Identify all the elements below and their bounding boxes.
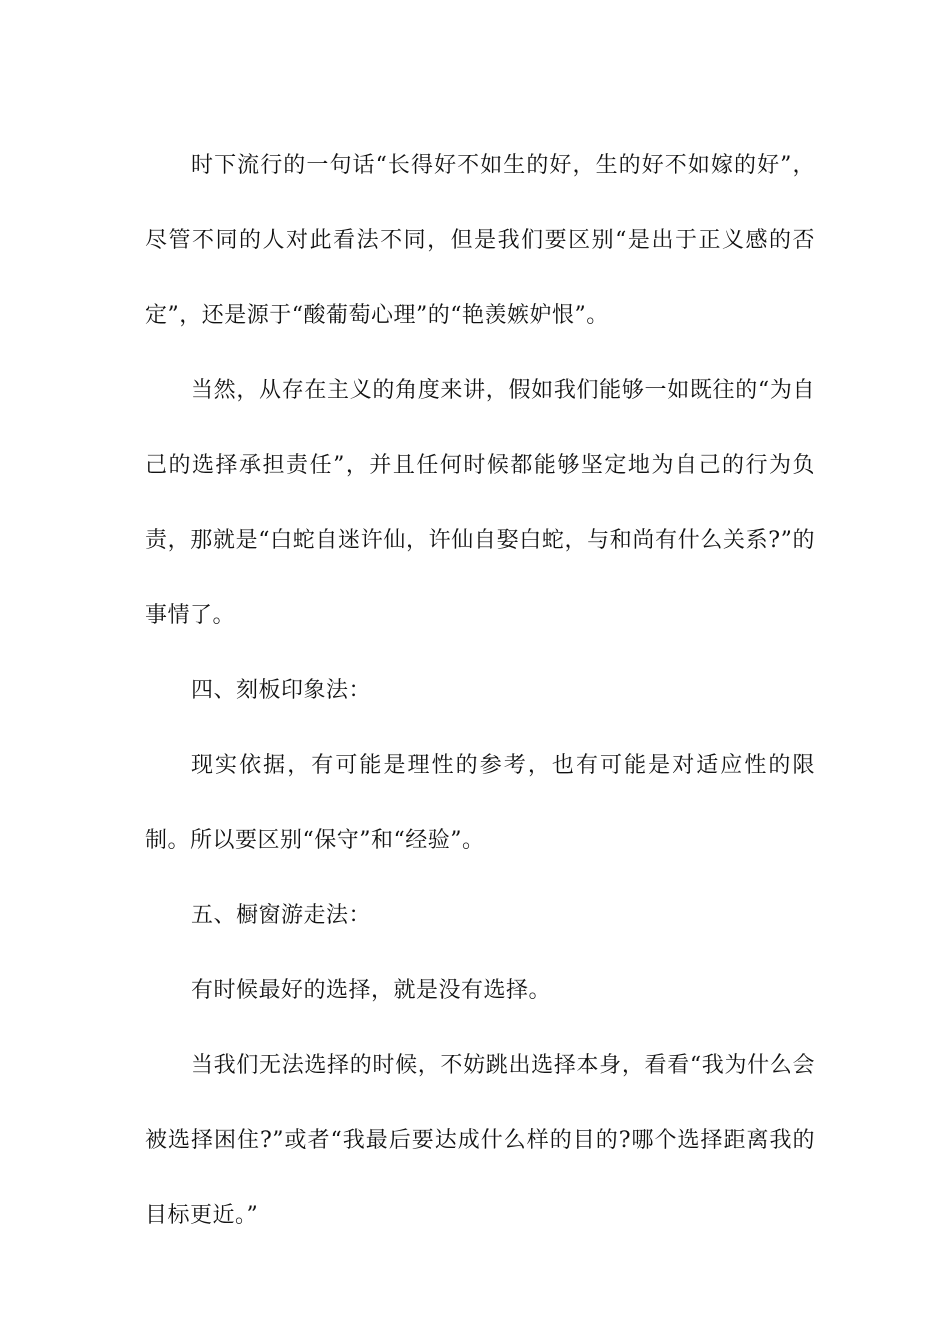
section-heading-4: 四、刻板印象法： [191,678,372,703]
paragraph-5: 当我们无法选择的时候，不妨跳出选择本身，看看“我为什么会被选择困住?”或者“我最后要达成什么样的目的?哪个选择距离我的目标更近。” [145,1053,815,1228]
paragraph-4: 有时候最好的选择，就是没有选择。 [191,978,552,1003]
paragraph-2: 当然，从存在主义的角度来讲，假如我们能够一如既往的“为自己的选择承担责任”，并且任何时候都能够坚定地为自己的行为负责，那就是“白蛇自迷许仙，许仙自娶白蛇，与和尚有什么关系?”的事情了。 [145,378,815,628]
paragraph-3: 现实依据，有可能是理性的参考，也有可能是对适应性的限制。所以要区别“保守”和“经验”。 [145,753,815,853]
section-heading-5: 五、橱窗游走法： [191,903,372,928]
paragraph-1: 时下流行的一句话“长得好不如生的好，生的好不如嫁的好”，尽管不同的人对此看法不同，但是我们要区别“是出于正义感的否定”，还是源于“酸葡萄心理”的“艳羡嫉妒恨”。 [145,153,815,328]
document-body [145,128,815,1253]
